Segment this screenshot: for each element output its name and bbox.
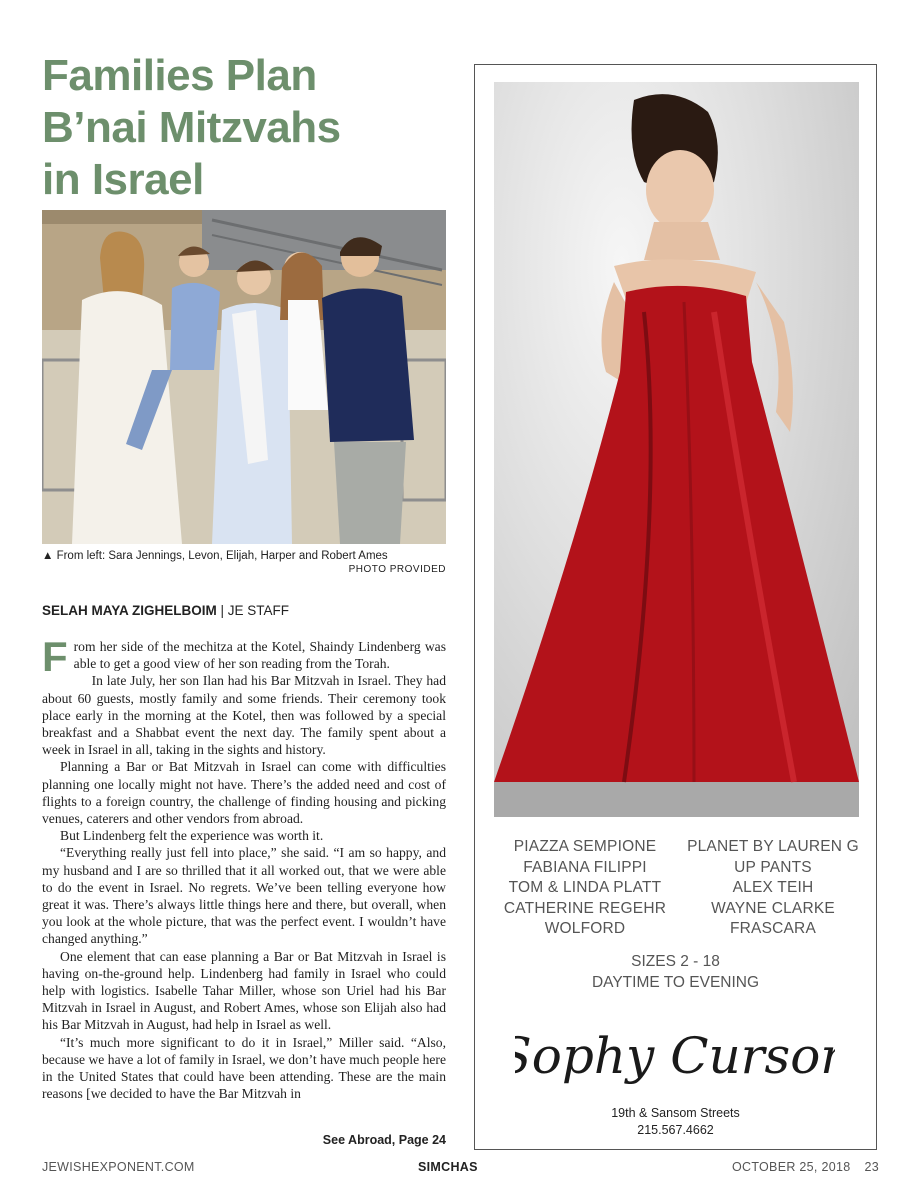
photo-caption xyxy=(42,549,446,575)
article-paragraph: But Lindenberg felt the experience was worth it. xyxy=(60,828,324,844)
article-body xyxy=(42,633,446,1102)
article-paragraph: One element that can ease planning a Bar or Bat Mitzvah in Israel is having on-the-ground help. Lindenberg had family in Israel who could help with logistics. Isabelle Tahar Miller, whose son Uriel had his Bar Mitzvah in Israel in August, and Robert Ames, whose son Elijah also had his Bar Mitzvah in August, had help in Israel as well. xyxy=(42,948,446,1033)
headline-line-1: Families Plan xyxy=(42,51,317,100)
article-paragraph: In late July, her son Ilan had his Bar Mitzvah in Israel. They had about 60 guests, mostly family and some friends. Their ceremony took place early in the morning at the Kotel, then was followed by a special breakfast and a Shabbat event the next day. The family spent about a week in Israel in all, taking in the sights and history. xyxy=(42,673,446,758)
brand-item: WOLFORD xyxy=(544,920,626,937)
brand-item: TOM & LINDA PLATT xyxy=(508,879,662,896)
logo-text: Sophy Curson xyxy=(515,1027,835,1085)
sizes-range: SIZES 2 - 18 xyxy=(631,953,720,970)
article-paragraph: Planning a Bar or Bat Mitzvah in Israel can come with difficulties planning one locally might not have. There’s the added need and cost of flights to a foreign country, the challenge of finding housing and picking venues, caterers and other vendors from abroad. xyxy=(42,759,446,827)
advertisement xyxy=(474,64,877,1150)
headline xyxy=(42,50,462,206)
article-paragraph: “It’s much more significant to do it in Israel,” Miller said. “Also, because we have a lot of family in Israel, we don’t have much people here in the United States that could have been attending. These are the main reasons [we decided to have the Bar Mitzvah in xyxy=(42,1034,446,1102)
brand-list-left xyxy=(485,837,685,940)
footer-date-page xyxy=(732,1160,879,1174)
brand-item: WAYNE CLARKE xyxy=(711,899,835,917)
drop-cap: F xyxy=(42,633,68,680)
daytime-evening: DAYTIME TO EVENING xyxy=(591,974,760,991)
footer-section: SIMCHAS xyxy=(418,1160,478,1174)
sophy-curson-logo xyxy=(515,1005,835,1105)
brand-item: UP PANTS xyxy=(734,858,812,876)
page-number: 23 xyxy=(864,1160,879,1174)
byline-author: SELAH MAYA ZIGHELBOIM xyxy=(42,603,217,618)
brand-item: CATHERINE REGEHR xyxy=(503,899,667,917)
family-photo-illustration xyxy=(42,210,446,544)
byline-separator: | xyxy=(216,603,228,618)
phone-number: 215.567.4662 xyxy=(637,1123,714,1137)
article-paragraph xyxy=(42,633,446,680)
family-photo xyxy=(42,210,446,544)
footer-date: OCTOBER 25, 2018 xyxy=(731,1160,851,1174)
caption-text: ▲ From left: Sara Jennings, Levon, Elijah, Harper and Robert Ames xyxy=(42,550,388,562)
sizes-info xyxy=(475,951,876,993)
brand-list-right xyxy=(673,837,873,940)
brand-item: PLANET BY LAUREN G xyxy=(687,838,859,855)
article-paragraph: “Everything really just fell into place,” she said. “I am so happy, and my husband and I are so thrilled that it all worked out, that we were able to do the event in Israel. No regrets. We’ve been telling everyone how great it was. There’s always little things here and there, but overall, when you look at the whole picture, that was the perfect event. I wouldn’t have changed anything.” xyxy=(42,845,446,947)
continued-link[interactable]: See Abroad, Page 24 xyxy=(322,1133,446,1147)
photo-credit: PHOTO PROVIDED xyxy=(348,564,446,575)
brand-item: FABIANA FILIPPI xyxy=(523,858,647,876)
logo-script xyxy=(515,1005,835,1105)
ad-photo xyxy=(494,82,859,817)
byline-role: JE STAFF xyxy=(227,603,290,618)
footer-site[interactable]: JEWISHEXPONENT.COM xyxy=(42,1160,195,1174)
street-address: 19th & Sansom Streets xyxy=(611,1106,740,1120)
brand-item: FRASCARA xyxy=(729,920,816,937)
headline-line-3: in Israel xyxy=(42,155,204,204)
headline-line-2: B’nai Mitzvahs xyxy=(42,103,341,152)
brand-item: ALEX TEIH xyxy=(732,879,814,896)
article-paragraph-text: rom her side of the mechitza at the Kotel, Shaindy Lindenberg was able to get a good view of her son reading from the Torah. xyxy=(73,639,446,672)
store-address xyxy=(475,1105,876,1139)
brand-item: PIAZZA SEMPIONE xyxy=(513,838,657,855)
model-gown-illustration xyxy=(494,82,859,817)
byline xyxy=(42,603,289,618)
